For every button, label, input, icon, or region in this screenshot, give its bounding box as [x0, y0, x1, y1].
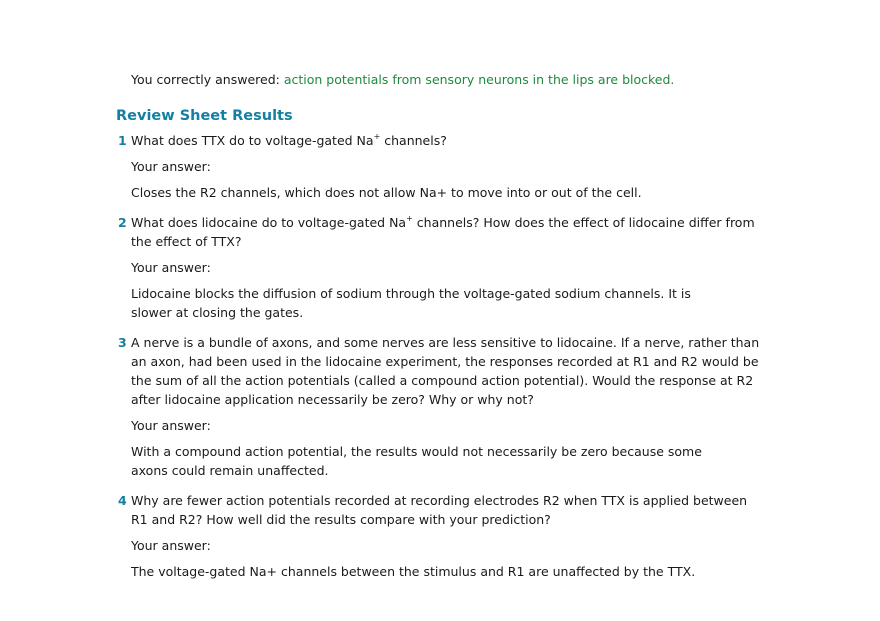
question-number: 4: [118, 493, 127, 508]
question-item-2: [116, 213, 766, 322]
question-item-1: [116, 131, 766, 202]
question-number: 2: [118, 215, 127, 230]
question-text: A nerve is a bundle of axons, and some nerves are less sensitive to lidocaine. If a nerve, rather than an axon, had been used in the lidocaine experiment, the responses recorded at R1 and R2 would be the sum of all the action potentials (called a compound action potential). Would the response at R2 after lidocaine application necessarily be zero? Why or why not?: [131, 335, 760, 407]
previous-answer-prefix: You correctly answered:: [131, 72, 284, 87]
your-answer-label: Your answer:: [131, 418, 211, 433]
answer-text: Closes the R2 channels, which does not allow Na+ to move into or out of the cell.: [131, 185, 642, 200]
question-number: 1: [118, 133, 127, 148]
superscript-plus: +: [373, 131, 381, 141]
your-answer-label: Your answer:: [131, 538, 211, 553]
question-text: What does lidocaine do to voltage-gated Na+ channels? How does the effect of lidocaine differ from the effect of TTX?: [131, 213, 755, 249]
previous-answer-line: [131, 71, 674, 89]
previous-correct-answer: action potentials from sensory neurons in the lips are blocked.: [283, 72, 675, 87]
your-answer-label: Your answer:: [131, 159, 211, 174]
question-number: 3: [118, 335, 127, 350]
question-text: What does TTX do to voltage-gated Na+ channels?: [131, 131, 447, 148]
question-text: Why are fewer action potentials recorded at recording electrodes R2 when TTX is applied between R1 and R2? How well did the results compare with your prediction?: [131, 493, 748, 527]
question-item-3: [116, 333, 766, 480]
section-title: Review Sheet Results: [116, 108, 293, 124]
answer-text: With a compound action potential, the results would not necessarily be zero because some axons could remain unaffected.: [131, 444, 702, 478]
question-list: [116, 131, 766, 592]
your-answer-label: Your answer:: [131, 260, 211, 275]
question-item-4: [116, 491, 766, 581]
superscript-plus: +: [406, 213, 413, 223]
answer-text: Lidocaine blocks the diffusion of sodium through the voltage-gated sodium channels. It is slower at closing the gates.: [131, 286, 691, 320]
answer-text: The voltage-gated Na+ channels between the stimulus and R1 are unaffected by the TTX.: [131, 564, 696, 579]
